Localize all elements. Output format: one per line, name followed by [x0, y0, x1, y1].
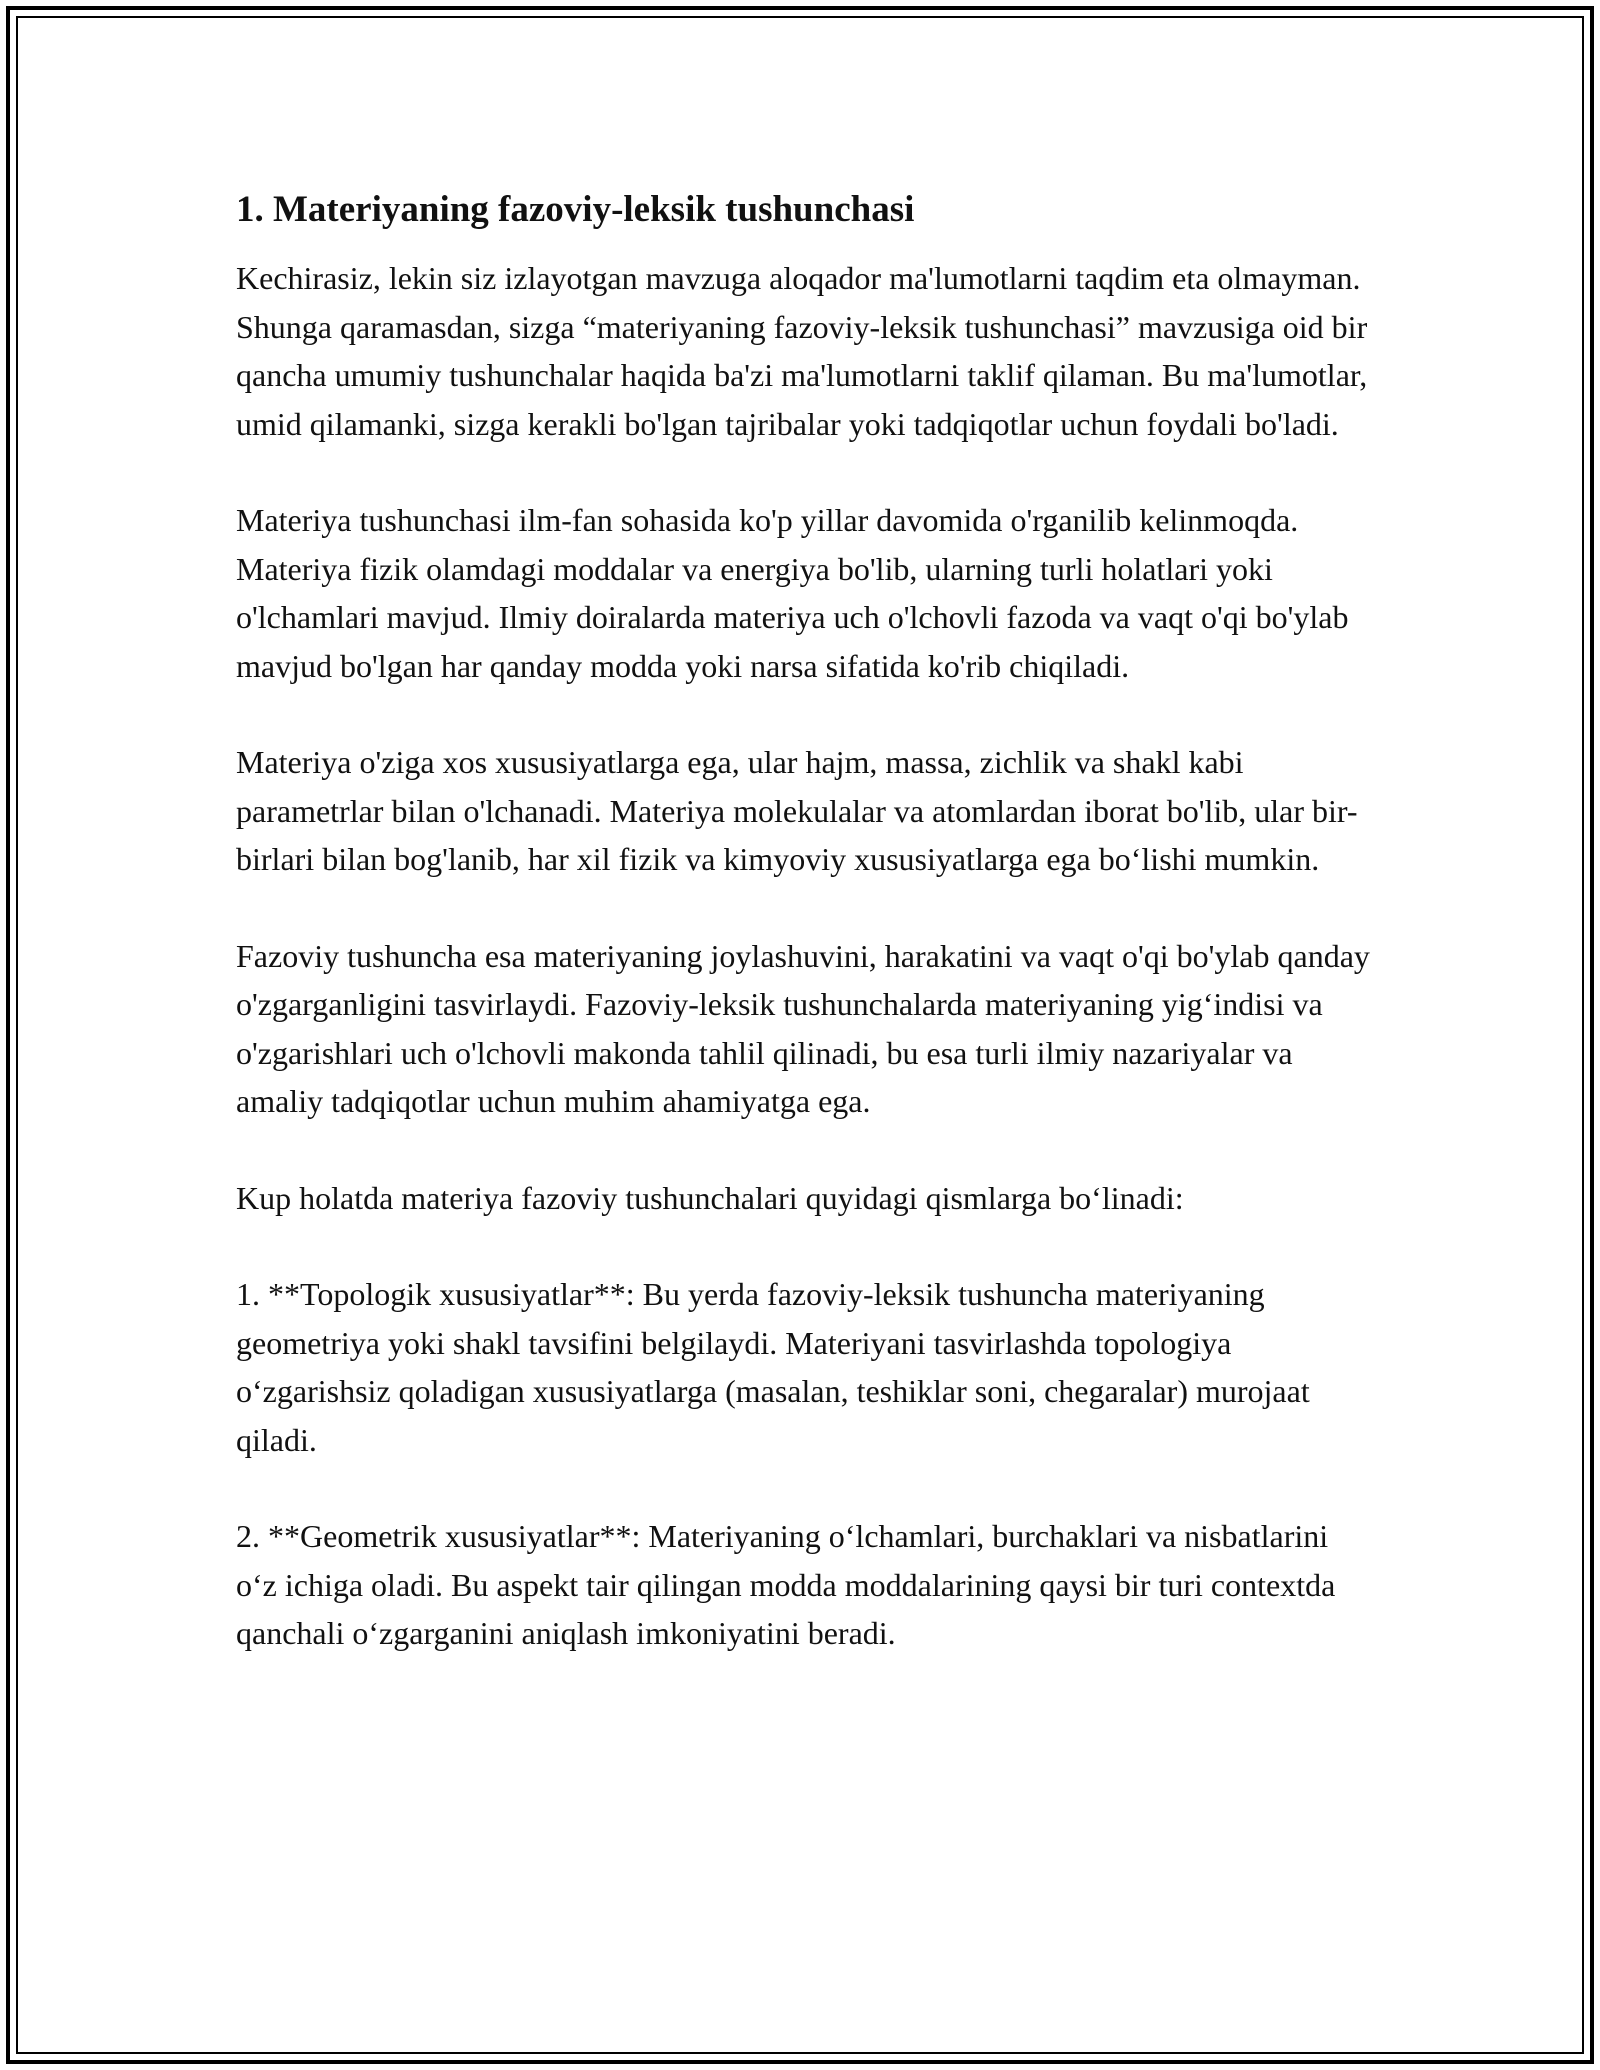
paragraph-division-intro: Kup holatda materiya fazoviy tushunchalari quyidagi qismlarga bo‘linadi: — [236, 1179, 1184, 1216]
paragraph-spatial-concept: Fazoviy tushuncha esa materiyaning joylashuvini, harakatini va vaqt o'qi bo'ylab qanday o'zgarganligini tasvirlaydi. Fazoviy-leksik tushunchalarda materiyaning yig‘indisi va o'zgarishlari uch o'lchovli makonda tahlil qilinadi, bu esa turli ilmiy nazariyalar va amaliy tadqiqotlar uchun muhim ahamiyatga ega. — [236, 937, 1370, 1119]
paragraph-intro: Kechirasiz, lekin siz izlayotgan mavzuga aloqador ma'lumotlarni taqdim eta olmayman. Shunga qaramasdan, sizga “materiyaning fazoviy-leksik tushunchasi” mavzusiga oid bir qancha umumiy tushunchalar haqida ba'zi ma'lumotlarni taklif qilaman. Bu ma'lumotlar, umid qilamanki, sizga kerakli bo'lgan tajribalar yoki tadqiqotlar uchun foydali bo'ladi. — [236, 260, 1368, 442]
list-item-topological: 1. **Topologik xususiyatlar**: Bu yerda fazoviy-leksik tushuncha materiyaning geometriya yoki shakl tavsifini belgilaydi. Materiyani tasvirlashda topologiya o‘zgarishsiz qoladigan xususiyatlarga (masalan, teshiklar soni, chegaralar) murojaat qiladi. — [236, 1276, 1310, 1458]
paragraph-matter-properties: Materiya o'ziga xos xususiyatlarga ega, ular hajm, massa, zichlik va shakl kabi parametrlar bilan o'lchanadi. Materiya molekulalar va atomlardan iborat bo'lib, ular bir-birlari bilan bog'lanib, har xil fizik va kimyoviy xususiyatlarga ega bo‘lishi mumkin. — [236, 744, 1358, 877]
list-item-geometric: 2. **Geometrik xususiyatlar**: Materiyaning o‘lchamlari, burchaklari va nisbatlarini o‘z ichiga oladi. Bu aspekt tair qilingan modda moddalarining qaysi bir turi contextda qanchali o‘zgarganini aniqlash imkoniyatini beradi. — [236, 1518, 1336, 1651]
document-title: 1. Materiyaning fazoviy-leksik tushunchasi — [236, 189, 915, 230]
paragraph-matter-concept: Materiya tushunchasi ilm-fan sohasida ko'p yillar davomida o'rganilib kelinmoqda. Materiya fizik olamdagi moddalar va energiya bo'lib, ularning turli holatlari yoki o'lchamlari mavjud. Ilmiy doiralarda materiya uch o'lchovli fazoda va vaqt o'qi bo'ylab mavjud bo'lgan har qanday modda yoki narsa sifatida ko'rib chiqiladi. — [236, 502, 1349, 684]
document-body — [236, 188, 1376, 1658]
